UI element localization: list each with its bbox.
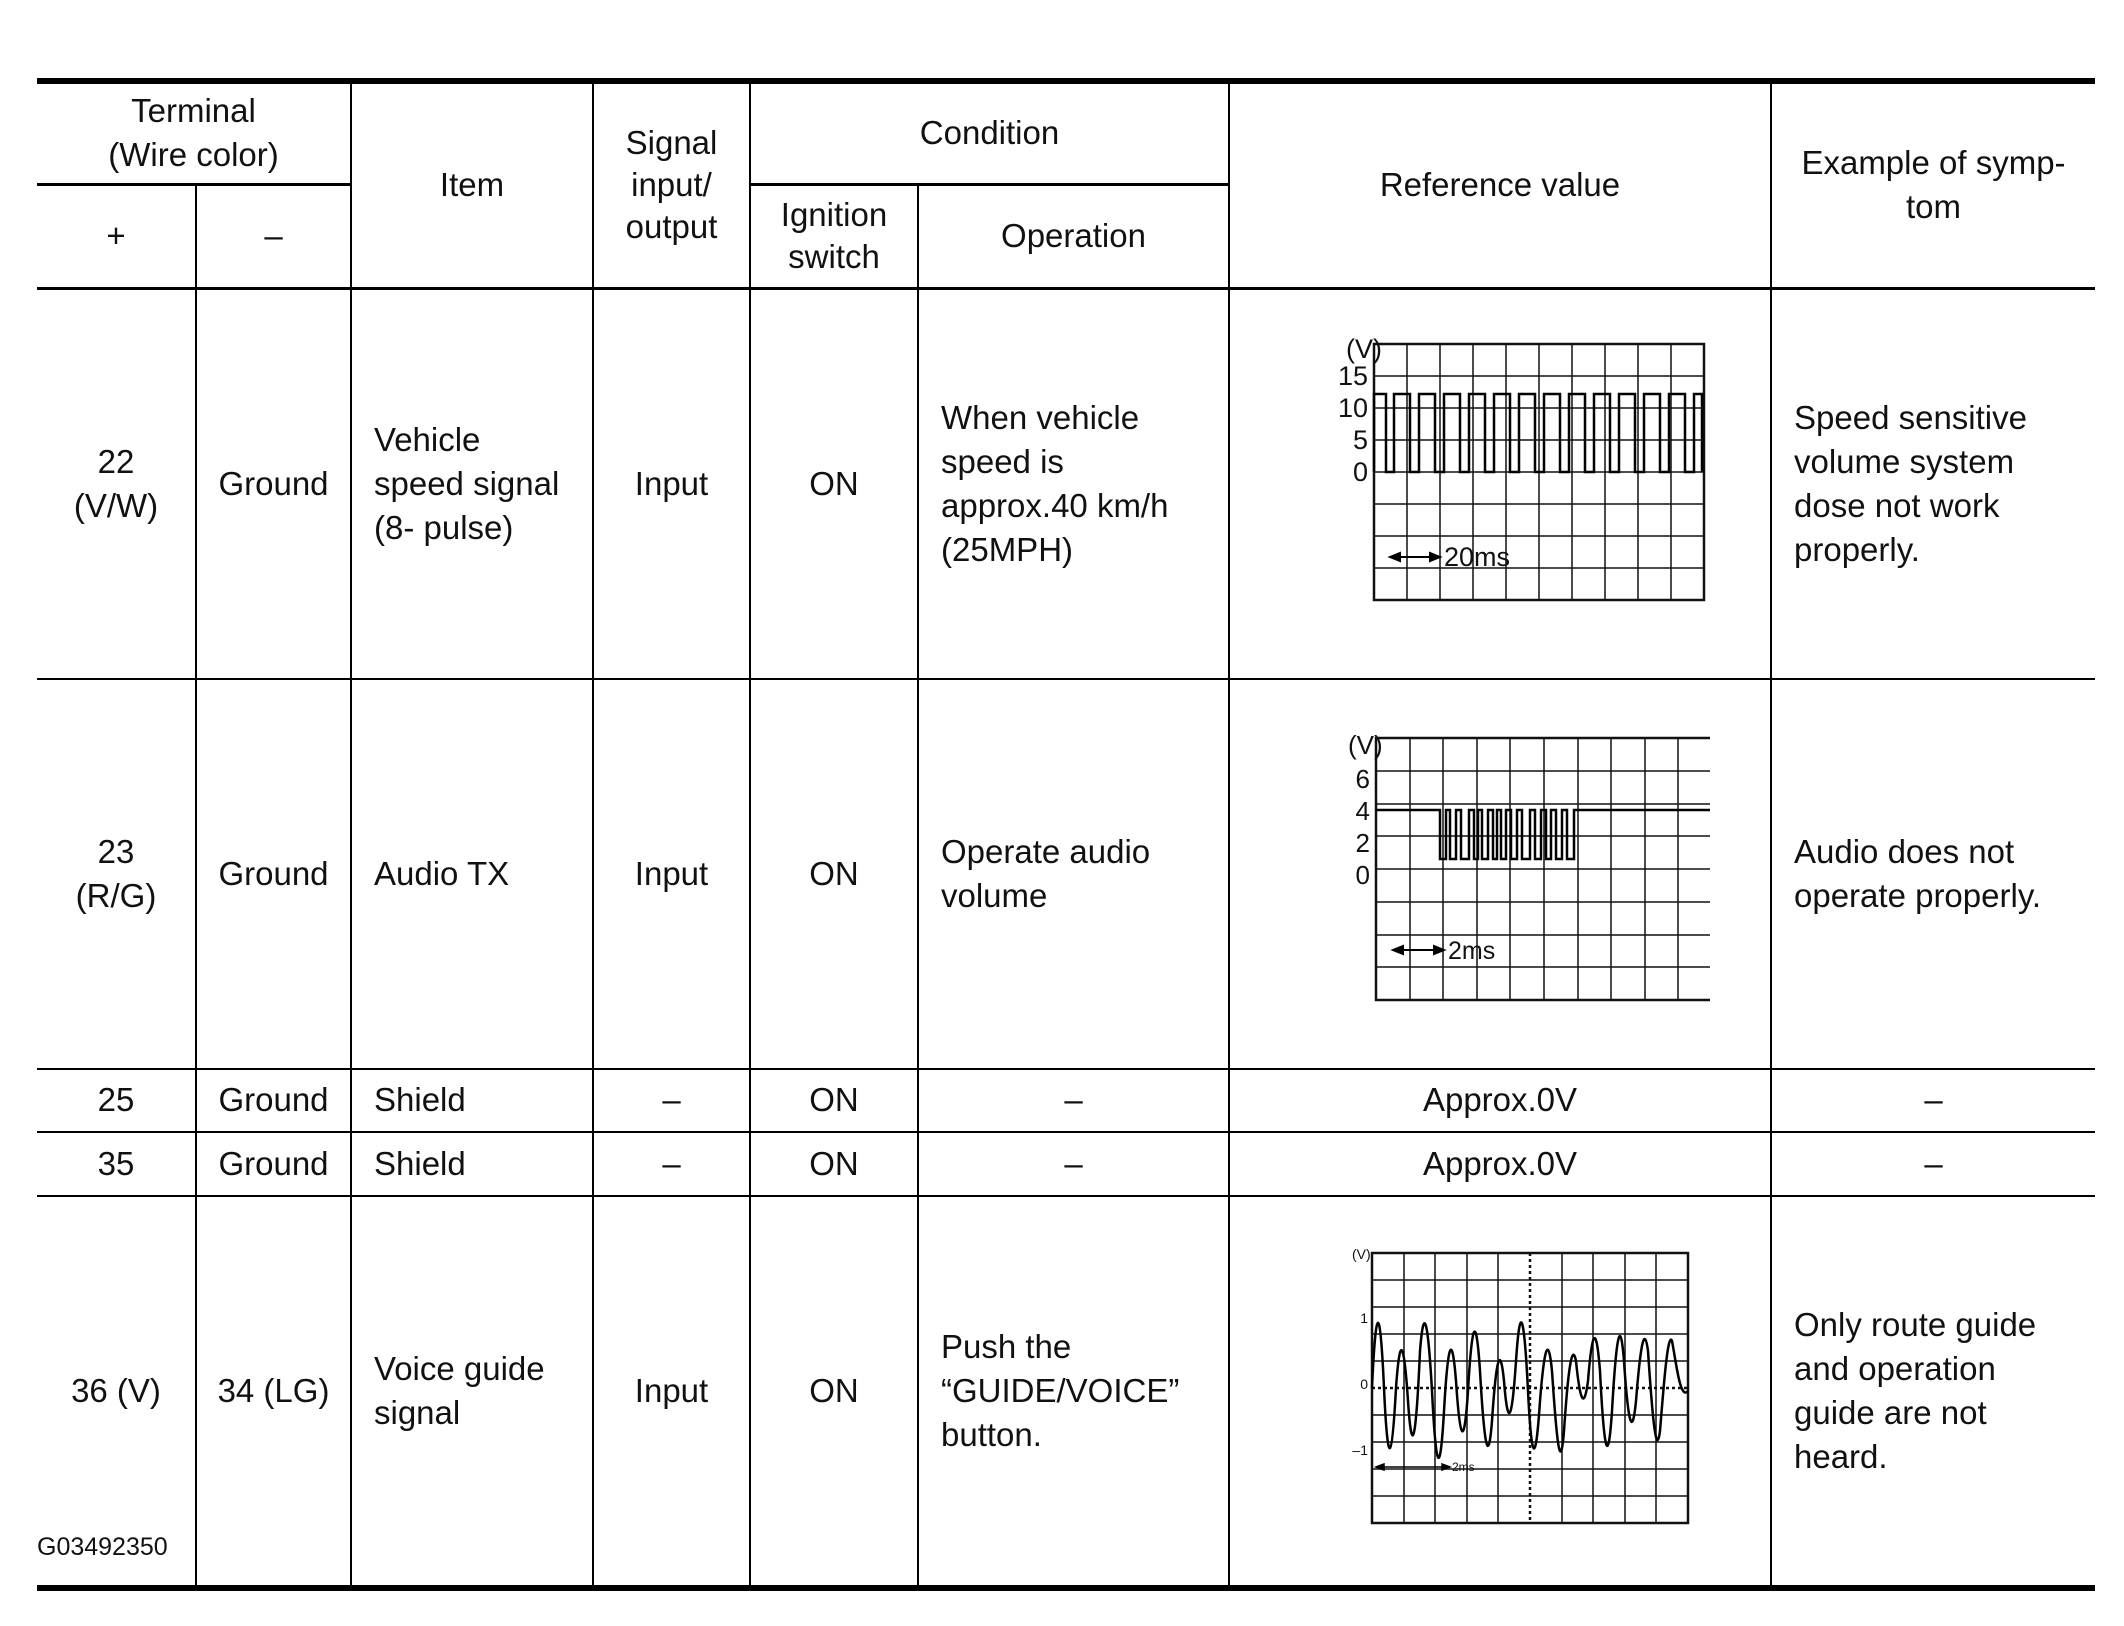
reference-value — [1229, 1196, 1771, 1588]
ignition-switch: ON — [750, 679, 918, 1069]
item: Voice guide signal — [351, 1196, 593, 1588]
scope-y-tick: 4 — [1355, 795, 1370, 826]
operation: – — [918, 1069, 1229, 1132]
example-symptom: Speed sensitive volume system dose not work properly. — [1771, 288, 2095, 679]
terminal-minus: 34 (LG) — [196, 1196, 351, 1588]
item: Shield — [351, 1069, 593, 1132]
header-ignition-switch: Ignition switch — [750, 184, 918, 288]
scope-trace — [1372, 1322, 1688, 1457]
scope-y-tick: 2 — [1355, 827, 1370, 858]
scope-y-tick: 1 — [1360, 1309, 1368, 1326]
ignition-switch: ON — [750, 1069, 918, 1132]
operation: Push the “GUIDE/VOICE” button. — [918, 1196, 1229, 1588]
example-symptom: – — [1771, 1132, 2095, 1196]
reference-value: Approx.0V — [1229, 1132, 1771, 1196]
terminal-plus: 36 (V) — [37, 1196, 196, 1588]
header-reference-value: Reference value — [1229, 81, 1771, 288]
terminal-reference-table — [37, 78, 2095, 1591]
operation: When vehicle speed is approx.40 km/h (25MPH) — [918, 288, 1229, 679]
scope-grid — [1372, 1253, 1688, 1523]
scope-unit: (V) — [1346, 333, 1382, 364]
oscilloscope-waveform-audio-tx — [1290, 724, 1710, 1024]
scope-y-tick: 5 — [1352, 424, 1368, 455]
scope-y-tick: 10 — [1337, 392, 1368, 423]
terminal-minus: Ground — [196, 1069, 351, 1132]
table-row — [37, 1196, 2095, 1588]
reference-value — [1229, 679, 1771, 1069]
signal-io: – — [593, 1132, 750, 1196]
ignition-switch: ON — [750, 1132, 918, 1196]
table-row — [37, 288, 2095, 679]
example-symptom: Audio does not operate properly. — [1771, 679, 2095, 1069]
scope-y-tick: –1 — [1352, 1441, 1368, 1458]
example-symptom: Only route guide and operation guide are not heard. — [1771, 1196, 2095, 1588]
terminal-plus: 25 — [37, 1069, 196, 1132]
operation: Operate audio volume — [918, 679, 1229, 1069]
scope-y-tick: 0 — [1355, 859, 1370, 890]
header-operation: Operation — [918, 184, 1229, 288]
scope-time-label: 2ms — [1452, 1459, 1475, 1474]
scope-trace — [1376, 810, 1710, 859]
terminal-minus: Ground — [196, 1132, 351, 1196]
oscilloscope-waveform-voice-guide — [1300, 1241, 1700, 1541]
terminal-plus: 23 (R/G) — [37, 679, 196, 1069]
reference-value — [1229, 288, 1771, 679]
scope-y-tick: 6 — [1355, 763, 1370, 794]
figure-code: G03492350 — [37, 1533, 168, 1561]
reference-value: Approx.0V — [1229, 1069, 1771, 1132]
header-terminal-plus: + — [37, 184, 196, 288]
terminal-minus: Ground — [196, 679, 351, 1069]
signal-io: Input — [593, 679, 750, 1069]
terminal-plus: 22 (V/W) — [37, 288, 196, 679]
table-row — [37, 679, 2095, 1069]
oscilloscope-waveform-speed-signal — [1290, 334, 1710, 634]
header-item: Item — [351, 81, 593, 288]
header-condition: Condition — [750, 81, 1229, 184]
header-terminal: Terminal (Wire color) — [37, 81, 351, 184]
scope-trace — [1374, 394, 1702, 472]
signal-io: Input — [593, 1196, 750, 1588]
table-row — [37, 1069, 2095, 1132]
scope-time-marker — [1393, 946, 1444, 954]
terminal-plus: 35 — [37, 1132, 196, 1196]
scope-unit: (V) — [1352, 1245, 1371, 1262]
item: Audio TX — [351, 679, 593, 1069]
ignition-switch: ON — [750, 288, 918, 679]
header-terminal-minus: – — [196, 184, 351, 288]
signal-io: – — [593, 1069, 750, 1132]
scope-time-label: 20ms — [1444, 541, 1511, 572]
header-signal-io: Signal input/ output — [593, 81, 750, 288]
ignition-switch: ON — [750, 1196, 918, 1588]
scope-grid — [1376, 738, 1710, 1000]
signal-io: Input — [593, 288, 750, 679]
scope-y-tick: 15 — [1337, 360, 1368, 391]
scope-time-marker — [1390, 553, 1440, 561]
terminal-minus: Ground — [196, 288, 351, 679]
item: Vehicle speed signal (8- pulse) — [351, 288, 593, 679]
header-example-symptom: Example of symp- tom — [1771, 81, 2095, 288]
item: Shield — [351, 1132, 593, 1196]
scope-unit: (V) — [1348, 729, 1383, 760]
table-row — [37, 1132, 2095, 1196]
scope-y-tick: 0 — [1360, 1375, 1368, 1392]
scope-y-tick: 0 — [1352, 456, 1368, 487]
example-symptom: – — [1771, 1069, 2095, 1132]
operation: – — [918, 1132, 1229, 1196]
scope-time-label: 2ms — [1448, 936, 1496, 965]
